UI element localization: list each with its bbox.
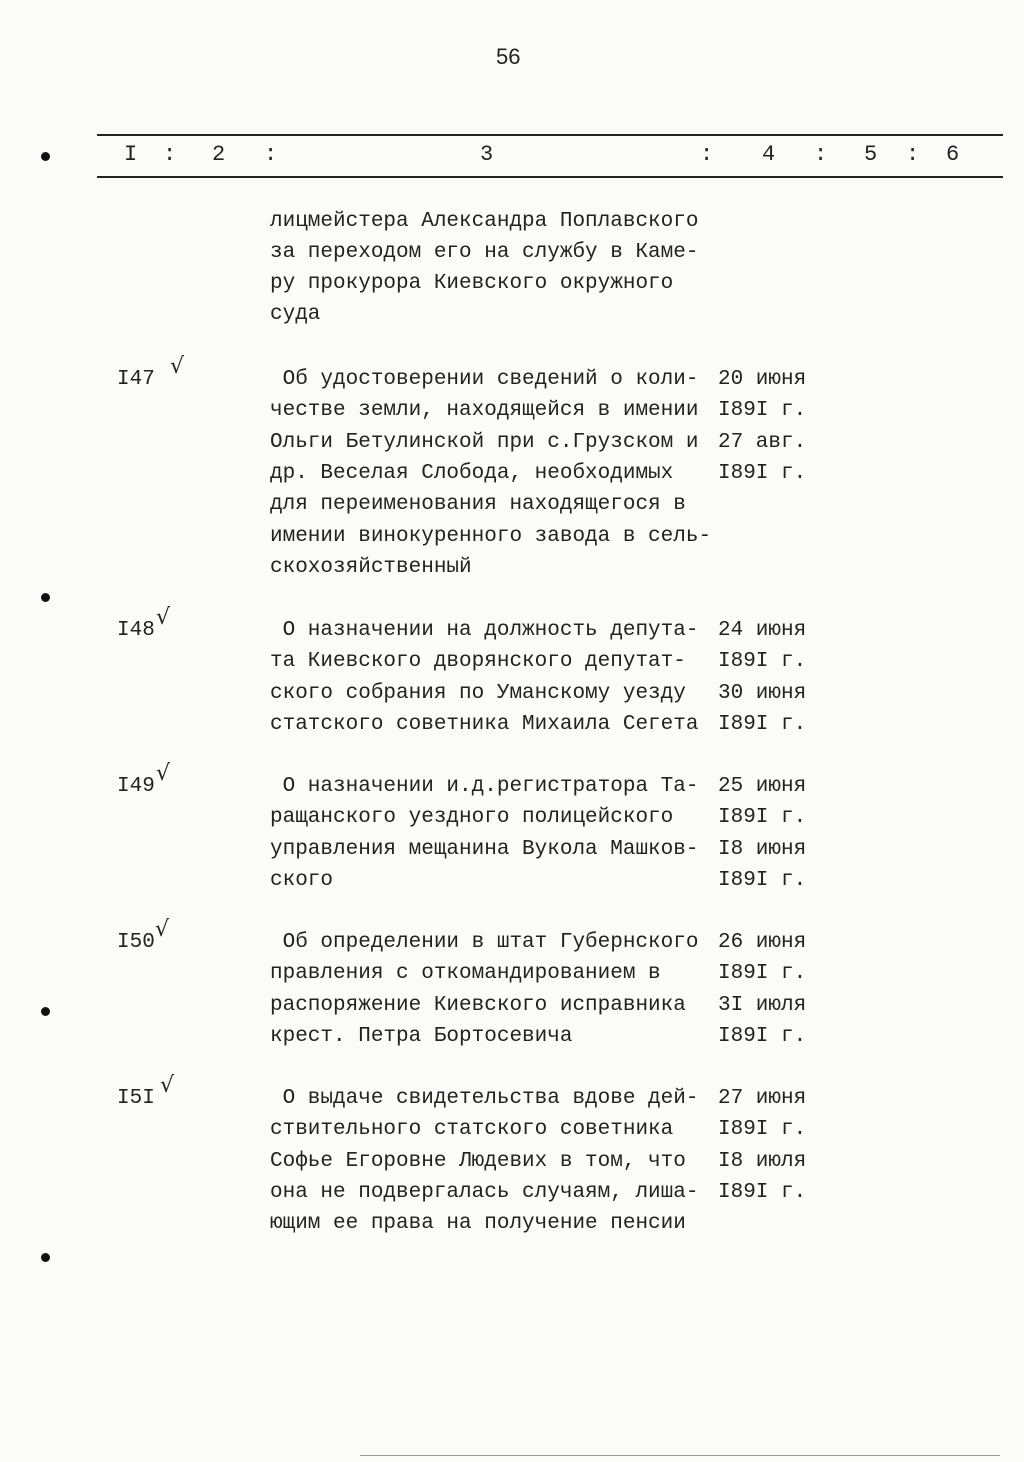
entry-number: I48 xyxy=(117,619,155,642)
description-line: О выдаче свидетельства вдове дей- xyxy=(270,1087,699,1110)
description-line: ского xyxy=(270,868,334,892)
date-line: I89I г. xyxy=(718,1118,807,1142)
date-line: I8 июля xyxy=(718,1149,807,1173)
date-line: I89I г. xyxy=(718,868,807,892)
date-line: 3I июля xyxy=(718,993,807,1017)
checkmark-icon: √ xyxy=(155,917,170,942)
description-line: др. Веселая Слобода, необходимых xyxy=(270,461,674,485)
description-line: скохозяйственный xyxy=(270,555,472,579)
description-line: за переходом его на службу в Каме- xyxy=(270,241,699,264)
checkmark-icon: √ xyxy=(156,761,171,786)
description-line: правления с откомандированием в xyxy=(270,962,661,986)
date-line: I89I г. xyxy=(718,650,807,674)
binding-hole-mark xyxy=(41,593,50,602)
description-line: управления мещанина Вукола Машков- xyxy=(270,837,699,861)
date-line: I89I г. xyxy=(718,1180,807,1204)
description-line: О назначении и.д.регистратора Та- xyxy=(270,775,699,798)
page-number: 56 xyxy=(496,44,521,69)
column-separator: : xyxy=(700,142,714,167)
date-line: 30 июня xyxy=(718,681,807,705)
date-line: 26 июня xyxy=(718,931,807,954)
binding-hole-mark xyxy=(41,1253,50,1262)
date-line: I8 июня xyxy=(718,837,807,861)
column-separator: : xyxy=(906,142,920,167)
description-line: честве земли, находящейся в имении xyxy=(270,399,699,423)
column-header-6: 6 xyxy=(946,142,960,167)
date-line: I89I г. xyxy=(718,1024,807,1048)
entry-number: I50 xyxy=(117,931,155,954)
description-line: крест. Петра Бортосевича xyxy=(270,1024,573,1048)
description-line: ращанского уездного полицейского xyxy=(270,806,674,830)
date-line: I89I г. xyxy=(718,461,807,485)
description-line: распоряжение Киевского исправника xyxy=(270,993,686,1017)
description-line: она не подвергалась случаям, лиша- xyxy=(270,1180,699,1204)
date-line: 27 авг. xyxy=(718,430,807,454)
entry-number: I47 xyxy=(117,368,155,391)
date-line: 27 июня xyxy=(718,1087,807,1110)
date-line: 25 июня xyxy=(718,775,807,798)
description-line: Об определении в штат Губернского xyxy=(270,931,699,954)
date-line: I89I г. xyxy=(718,712,807,736)
description-line: Ольги Бетулинской при с.Грузском и xyxy=(270,430,699,454)
description-line: ствительного статского советника xyxy=(270,1118,674,1142)
checkmark-icon: √ xyxy=(170,354,185,379)
date-line: 20 июня xyxy=(718,368,807,391)
binding-hole-mark xyxy=(41,152,50,161)
header-bottom-rule xyxy=(97,176,1003,178)
date-line: I89I г. xyxy=(718,962,807,986)
date-line: I89I г. xyxy=(718,806,807,830)
column-header-3: 3 xyxy=(480,142,494,167)
description-line: ского собрания по Уманскому уезду xyxy=(270,681,686,705)
column-header-2: 2 xyxy=(212,142,226,167)
description-line: ющим ее права на получение пенсии xyxy=(270,1212,686,1236)
description-line: Об удостоверении сведений о коли- xyxy=(270,368,699,391)
column-header-1: I xyxy=(124,142,138,167)
description-line: та Киевского дворянского депутат- xyxy=(270,650,686,674)
description-line: для переименования находящегося в xyxy=(270,493,686,517)
page-bottom-edge xyxy=(360,1455,1000,1456)
description-line: Софье Егоровне Людевих в том, что xyxy=(270,1149,686,1173)
entry-number: I5I xyxy=(117,1087,155,1110)
column-separator: : xyxy=(264,142,278,167)
date-line: I89I г. xyxy=(718,399,807,423)
description-line: статского советника Михаила Сегета xyxy=(270,712,699,736)
description-line: ру прокурора Киевского окружного xyxy=(270,272,674,295)
date-line: 24 июня xyxy=(718,619,807,642)
column-header-4: 4 xyxy=(762,142,776,167)
column-separator: : xyxy=(814,142,828,167)
entry-number: I49 xyxy=(117,775,155,798)
binding-hole-mark xyxy=(41,1007,50,1016)
checkmark-icon: √ xyxy=(160,1073,175,1098)
header-top-rule xyxy=(97,134,1003,136)
description-line: лицмейстера Александра Поплавского xyxy=(270,210,699,233)
description-line: О назначении на должность депута- xyxy=(270,619,699,642)
description-line: суда xyxy=(270,303,321,326)
column-header-5: 5 xyxy=(864,142,878,167)
checkmark-icon: √ xyxy=(156,605,171,630)
column-separator: : xyxy=(163,142,177,167)
description-line: имении винокуренного завода в сель- xyxy=(270,524,712,548)
